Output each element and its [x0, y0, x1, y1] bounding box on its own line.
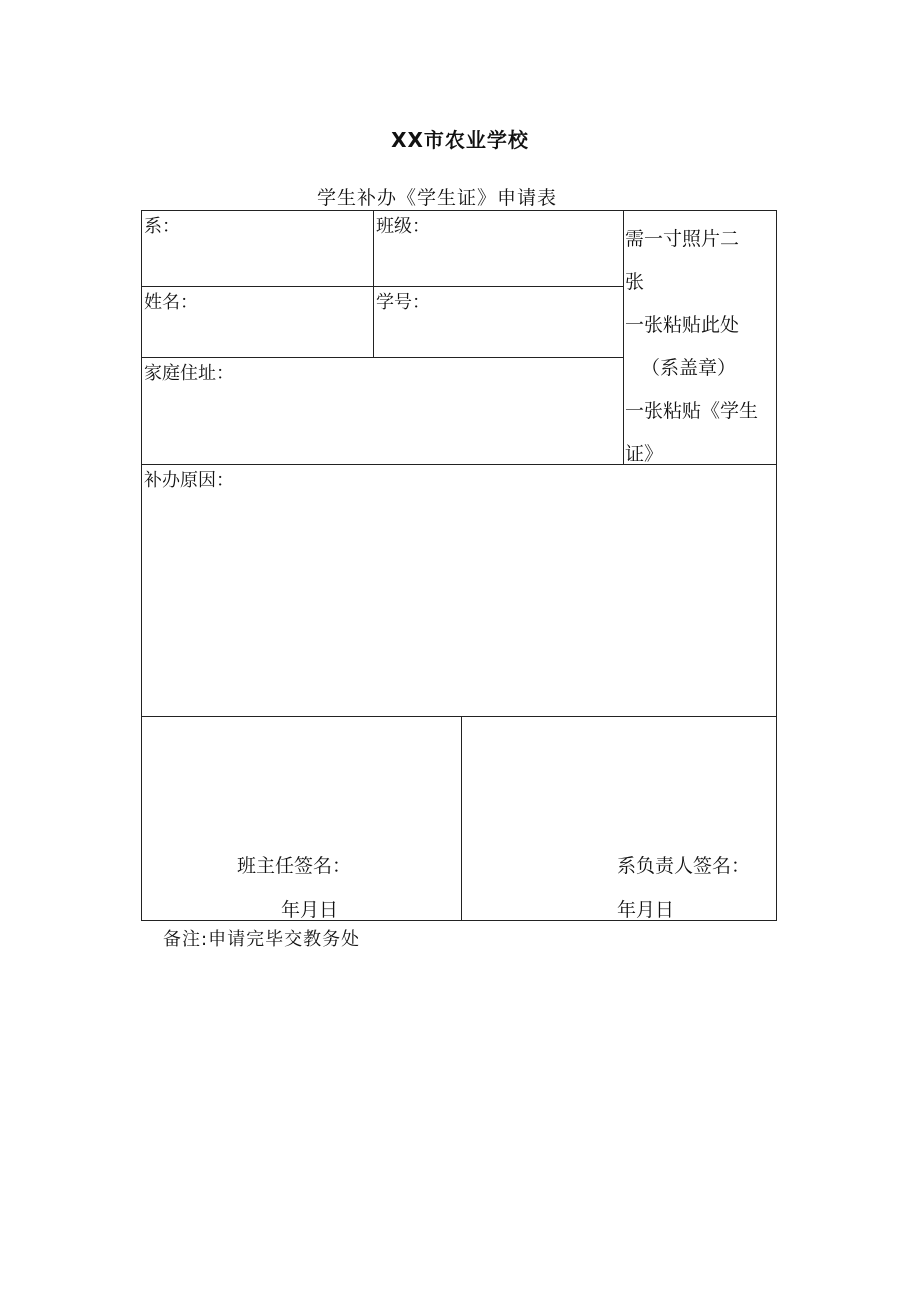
address-label: 家庭住址：	[144, 363, 234, 384]
student-id-label: 学号：	[376, 292, 430, 313]
dept-head-signature-label[interactable]: 系负责人签名：	[617, 855, 751, 877]
reason-label: 补办原因：	[144, 470, 234, 491]
school-name: XX市农业学校	[391, 128, 529, 152]
photo-note-line: 一张粘贴此处	[625, 314, 740, 336]
row-divider-1	[141, 286, 623, 287]
student-id-field[interactable]	[376, 292, 430, 314]
department-label: 系：	[144, 216, 180, 237]
photo-note-line: 需一寸照片二	[625, 228, 740, 250]
photo-note-line: 一张粘贴《学生	[625, 400, 759, 422]
photo-column-divider	[623, 210, 624, 464]
head-teacher-date-label[interactable]: 年月日	[281, 899, 339, 921]
photo-box	[625, 218, 777, 476]
form-title: 学生补办《学生证》申请表	[316, 187, 557, 209]
photo-note-line: （系盖章）	[641, 357, 737, 379]
footer-note: 备注:申请完毕交教务处	[163, 929, 361, 950]
address-field[interactable]	[144, 363, 234, 385]
class-field[interactable]	[376, 216, 430, 238]
photo-note-line: 张	[625, 271, 645, 293]
field-column-divider	[373, 210, 374, 357]
dept-head-date-label[interactable]: 年月日	[617, 899, 675, 921]
class-label: 班级：	[376, 216, 430, 237]
name-field[interactable]	[144, 292, 198, 314]
head-teacher-signature-label[interactable]: 班主任签名：	[237, 855, 352, 877]
reason-field[interactable]	[144, 470, 234, 492]
row-divider-4	[141, 716, 777, 717]
row-divider-2	[141, 357, 623, 358]
photo-note-line: 证》	[625, 443, 664, 465]
name-label: 姓名：	[144, 292, 198, 313]
signature-divider	[461, 716, 462, 921]
department-field[interactable]	[144, 216, 180, 238]
